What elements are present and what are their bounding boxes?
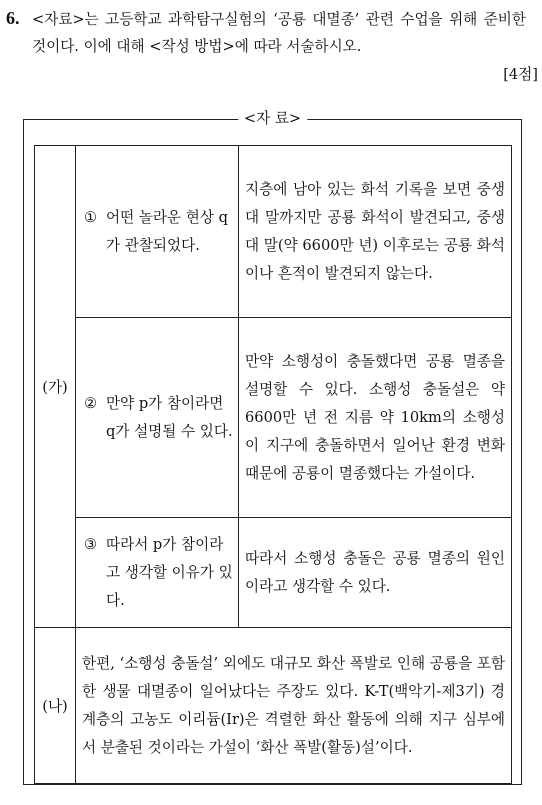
description-cell: 지층에 남아 있는 화석 기록을 보면 중생대 말까지만 공룡 화석이 발견되고, 중생대 말(약 6600만 년) 이후로는 공룡 화석이나 흔적이 발견되지 않는다. [239,146,512,318]
premise-text: 따라서 p가 참이라고 생각할 이유가 있다. [106,535,233,609]
material-title: <자 료> [238,109,307,129]
table-row [35,628,512,784]
section-b-label: (나) [35,628,76,784]
premise-text: 만약 p가 참이라면 q가 설명될 수 있다. [106,394,233,440]
question-points: [4점] [503,66,538,83]
table-row [35,146,512,318]
material-table [34,145,512,784]
premise-text: 어떤 놀라운 현상 q가 관찰되었다. [106,208,228,254]
item-number: ② [84,394,98,412]
description-cell: 따라서 소행성 충돌은 공룡 멸종의 원인이라고 생각할 수 있다. [239,518,512,628]
question-number: 6. [6,8,20,28]
question-text: <자료>는 고등학교 과학탐구실험의 ‘공룡 대멸종’ 관련 수업을 위해 준비한 것이다. 이에 대해 <작성 방법>에 따라 서술하시오. [32,11,526,55]
premise-cell [76,146,239,318]
table-row [35,518,512,628]
section-b-text: 한편, ‘소행성 충돌설’ 외에도 대규모 화산 폭발로 인해 공룡을 포함한 생물 대멸종이 일어났다는 주장도 있다. K-T(백악기-제3기) 경계층의 고농도 이리듐(Ir)은 격렬한 화산 활동에 의해 지구 심부에서 분출된 것이라는 가설이 ‘화산 폭발(활동)설’이다. [76,628,512,784]
premise-cell [76,518,239,628]
description-cell: 만약 소행성이 충돌했다면 공룡 멸종을 설명할 수 있다. 소행성 충돌설은 약 6600만 년 전 지름 약 10km의 소행성이 지구에 충돌하면서 일어난 환경 변화 때문에 공룡이 멸종했다는 가설이다. [239,318,512,518]
section-a-label: (가) [35,146,76,628]
question-block [6,6,526,60]
material-box [23,110,522,785]
item-number: ③ [84,535,98,553]
item-number: ① [84,208,98,226]
table-row [35,318,512,518]
premise-cell [76,318,239,518]
